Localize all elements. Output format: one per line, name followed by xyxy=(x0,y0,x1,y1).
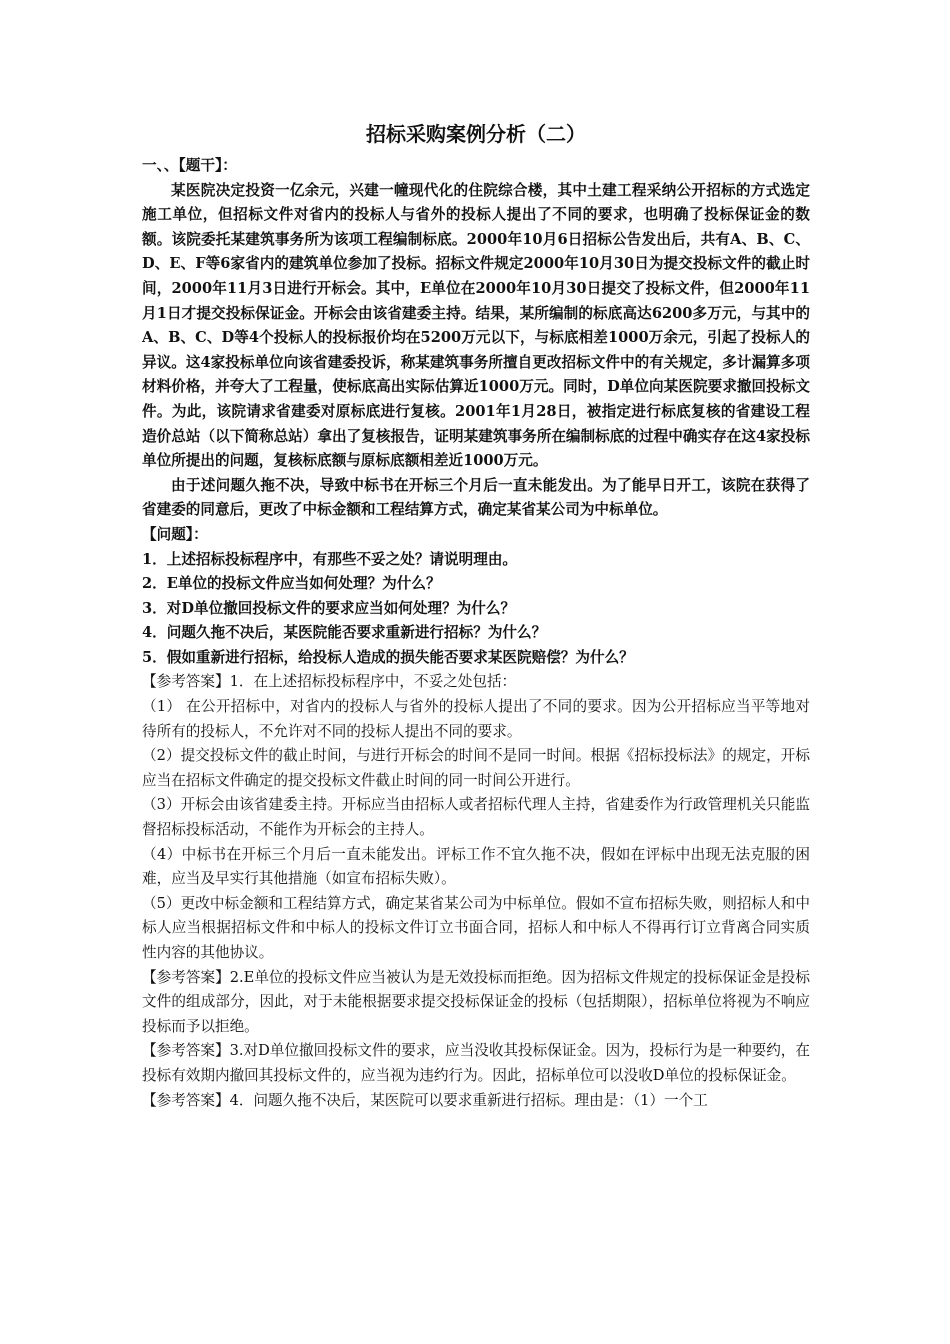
answer-2: 【参考答案】2.E单位的投标文件应当被认为是无效投标而拒绝。因为招标文件规定的投标保证金是投标文件的组成部分，因此，对于未能根据要求提交投标保证金的投标（包括期限），招标单位将视为不响应投标而予以拒绝。 xyxy=(142,968,810,1035)
answer-1-item-5: （5）更改中标金额和工程结算方式，确定某省某公司为中标单位。假如不宣布招标失败，则招标人和中标人应当根据招标文件和中标人的投标文件订立书面合同，招标人和中标人不得再行订立背离合同实质性内容的其他协议。 xyxy=(142,894,810,961)
answer-1-heading: 【参考答案】1．在上述招标投标程序中，不妥之处包括： xyxy=(142,673,517,691)
answer-4-partial: 【参考答案】4．问题久拖不决后，某医院可以要求重新进行招标。理由是：（1）一个工 xyxy=(142,1091,708,1109)
question-1: 1．上述招标投标程序中，有那些不妥之处？请说明理由。 xyxy=(142,550,518,568)
answer-1-item-2: （2）提交投标文件的截止时间，与进行开标会的时间不是同一时间。根据《招标投标法》的规定，开标应当在招标文件确定的提交投标文件截止时间的同一时间公开进行。 xyxy=(142,747,810,789)
question-5: 5．假如重新进行招标，给投标人造成的损失能否要求某医院赔偿？为什么？ xyxy=(142,648,634,666)
question-3: 3．对D单位撤回投标文件的要求应当如何处理？为什么？ xyxy=(142,599,516,617)
stem-paragraph-1: 某医院决定投资一亿余元，兴建一幢现代化的住院综合楼，其中土建工程采纳公开招标的方式选定施工单位，但招标文件对省内的投标人与省外的投标人提出了不同的要求，也明确了投标保证金的数额。该院委托某建筑事务所为该项工程编制标底。2000年10月6日招标公告发出后，共有A、B、C、D、E、F等6家省内的建筑单位参加了投标。招标文件规定2000年10月30日为提交投标文件的截止时间，2000年11月3日进行开标会。其中，E单位在2000年10月30日提交了投标文件，但2000年11月1日才提交投标保证金。开标会由该省建委主持。结果，某所编制的标底高达6200多万元，与其中的A、B、C、D等4个投标人的投标报价均在5200万元以下，与标底相差1000万余元，引起了投标人的异议。这4家投标单位向该省建委投诉，称某建筑事务所擅自更改招标文件中的有关规定，多计漏算多项材料价格，并夸大了工程量，使标底高出实际估算近1000万元。同时，D单位向某医院要求撤回投标文件。为此，该院请求省建委对原标底进行复核。2001年1月28日，被指定进行标底复核的省建设工程造价总站（以下简称总站）拿出了复核报告，证明某建筑事务所在编制标底的过程中确实存在这4家投标单位所提出的问题，复核标底额与原标底额相差近1000万元。 xyxy=(142,181,810,470)
answer-3: 【参考答案】3.对D单位撤回投标文件的要求，应当没收其投标保证金。因为，投标行为是一种要约，在投标有效期内撤回其投标文件的，应当视为违约行为。因此，招标单位可以没收D单位的投标保证金。 xyxy=(142,1042,810,1084)
questions-label: 【问题】： xyxy=(142,525,208,543)
answer-1-item-1: （1） 在公开招标中，对省内的投标人与省外的投标人提出了不同的要求。因为公开招标应当平等地对待所有的投标人，不允许对不同的投标人提出不同的要求。 xyxy=(142,698,810,740)
question-4: 4．问题久拖不决后，某医院能否要求重新进行招标？为什么？ xyxy=(142,624,547,642)
section-label-stem: 一、、【题干】： xyxy=(142,157,237,174)
answer-1-item-3: （3）开标会由该省建委主持。开标应当由招标人或者招标代理人主持，省建委作为行政管理机关只能监督招标投标活动，不能作为开标会的主持人。 xyxy=(142,796,810,839)
answer-1-item-4: （4）中标书在开标三个月后一直未能发出。评标工作不宜久拖不决，假如在评标中出现无法克服的困难，应当及早实行其他措施（如宣布招标失败）。 xyxy=(142,845,810,888)
stem-paragraph-2: 由于述问题久拖不决，导致中标书在开标三个月后一直未能发出。为了能早日开工，该院在获得了省建委的同意后，更改了中标金额和工程结算方式，确定某省某公司为中标单位。 xyxy=(142,476,810,519)
question-2: 2．E单位的投标文件应当如何处理？为什么？ xyxy=(142,575,441,593)
document-page xyxy=(142,120,810,1113)
document-title: 招标采购案例分析（二） xyxy=(366,122,586,146)
